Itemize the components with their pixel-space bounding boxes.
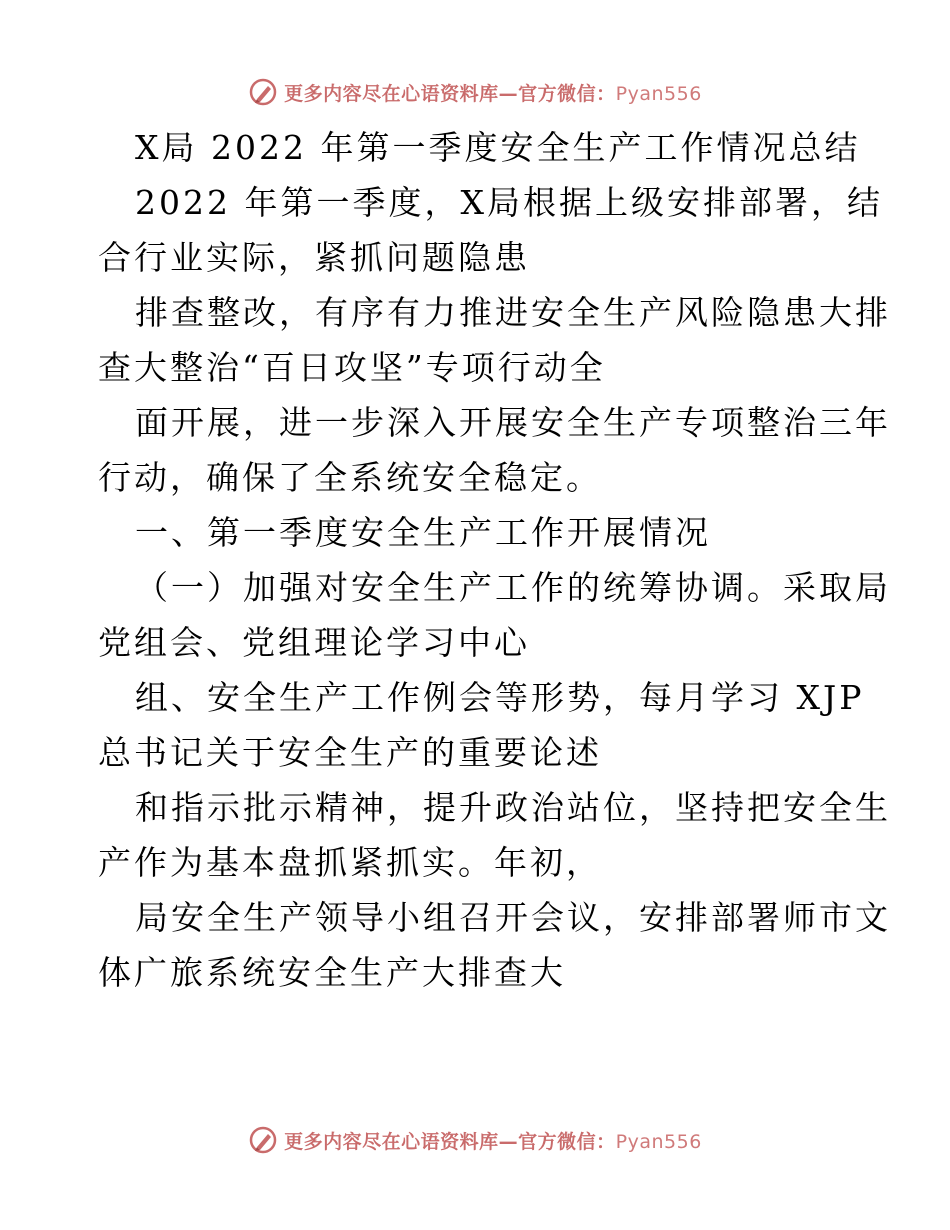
watermark-text: 更多内容尽在心语资料库—官方微信：Pyan556 xyxy=(284,82,702,105)
pen-logo-icon xyxy=(248,1125,278,1155)
pen-logo-icon xyxy=(248,77,278,107)
text-line: 和指示批示精神，提升政治站位，坚持把安全生 xyxy=(135,788,891,827)
text-line: 党组会、党组理论学习中心 xyxy=(98,623,530,662)
text-line: 查大整治“百日攻坚”专项行动全 xyxy=(98,348,606,387)
footer-watermark xyxy=(0,1120,950,1160)
text-line: 2022 年第一季度，X局根据上级安排部署，结 xyxy=(135,183,883,222)
text-line: 面开展，进一步深入开展安全生产专项整治三年 xyxy=(135,403,891,442)
text-line: 行动，确保了全系统安全稳定。 xyxy=(98,458,602,497)
watermark-text: 更多内容尽在心语资料库—官方微信：Pyan556 xyxy=(284,1130,702,1153)
text-line: 合行业实际，紧抓问题隐患 xyxy=(98,238,530,277)
text-line: 一、第一季度安全生产工作开展情况 xyxy=(135,513,711,552)
text-line: 局安全生产领导小组召开会议，安排部署师市文 xyxy=(135,898,891,937)
text-line: 排查整改，有序有力推进安全生产风险隐患大排 xyxy=(135,293,891,332)
text-line: 组、安全生产工作例会等形势，每月学习 XJP xyxy=(135,678,865,717)
text-line: （一）加强对安全生产工作的统筹协调。采取局 xyxy=(135,568,891,607)
text-line: 体广旅系统安全生产大排查大 xyxy=(98,953,566,992)
document-body xyxy=(98,120,891,1000)
document-title: X局 2022 年第一季度安全生产工作情况总结 xyxy=(135,128,861,167)
text-line: 产作为基本盘抓紧抓实。年初， xyxy=(98,843,602,882)
header-watermark xyxy=(0,72,950,112)
text-line: 总书记关于安全生产的重要论述 xyxy=(98,733,602,772)
